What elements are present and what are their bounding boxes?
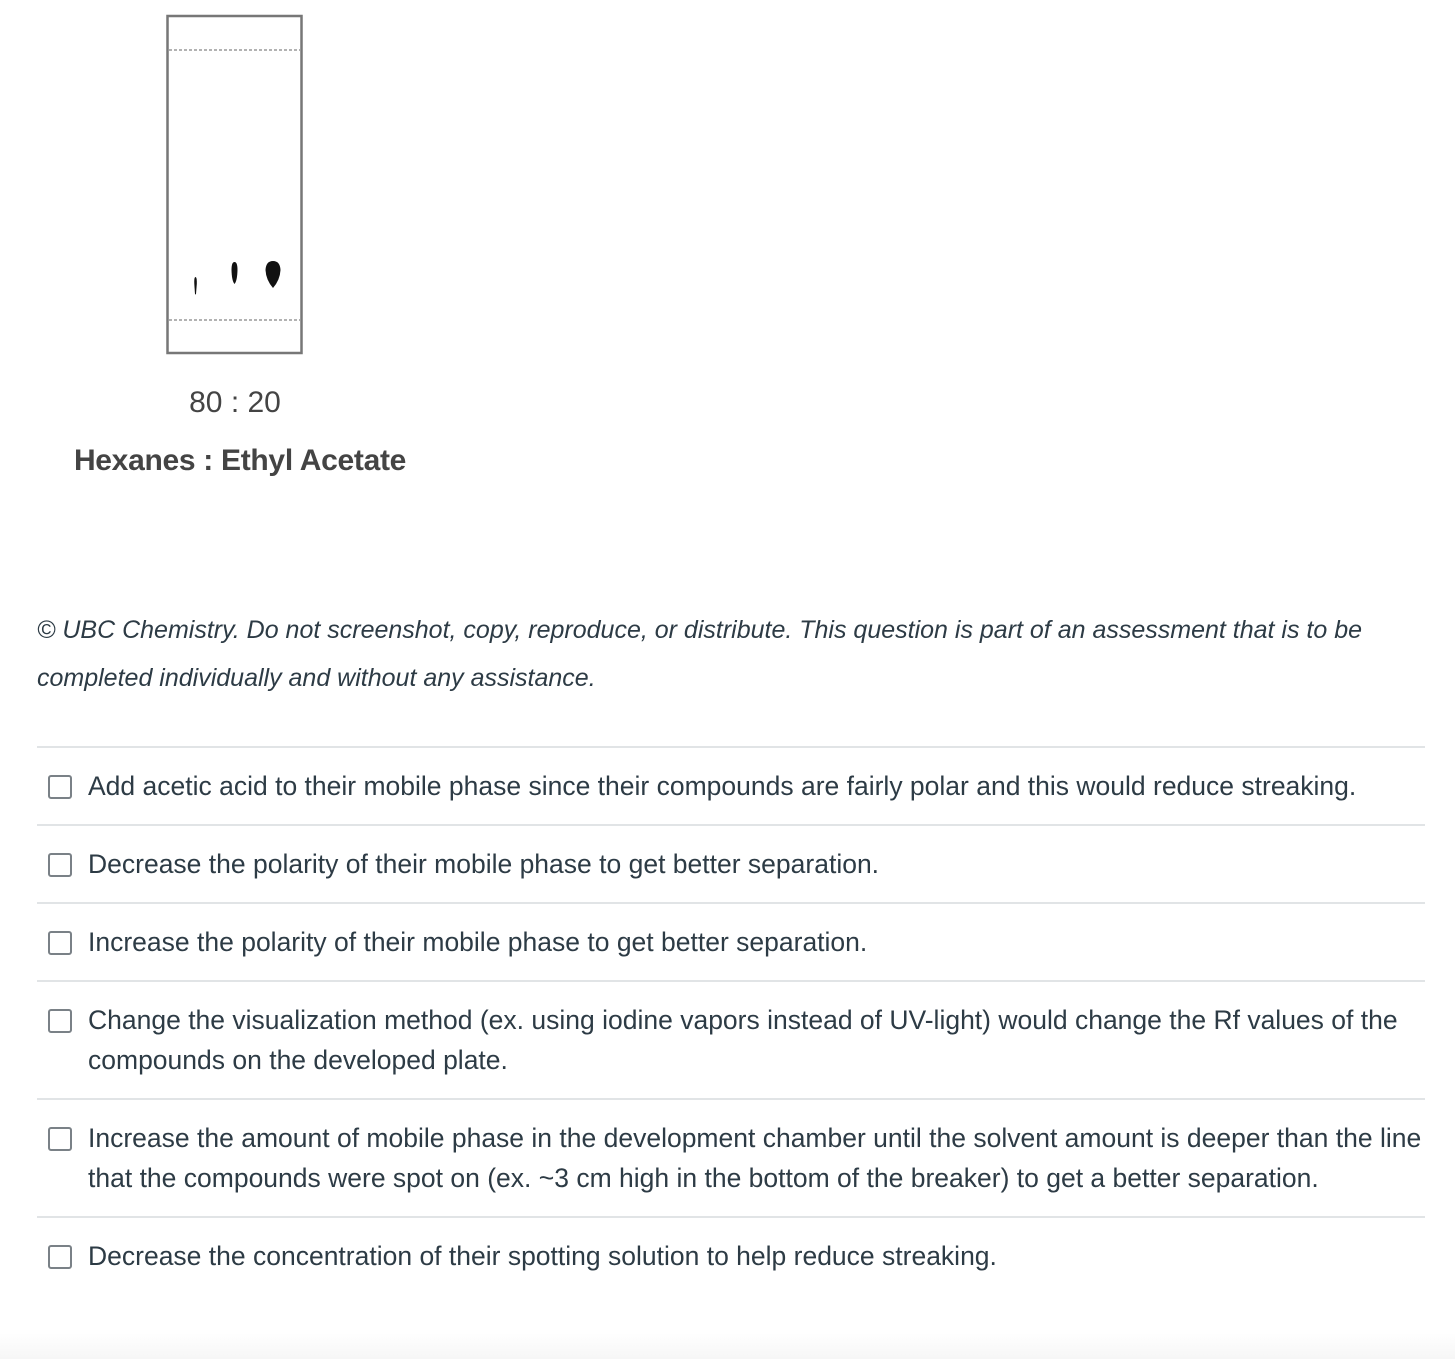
answer-checkbox[interactable] (48, 775, 72, 799)
answer-checkbox[interactable] (48, 1245, 72, 1269)
answer-checkbox[interactable] (48, 1009, 72, 1033)
tlc-plate (168, 16, 302, 353)
solvent-system-label: Hexanes : Ethyl Acetate (73, 444, 407, 477)
answer-options-list (37, 746, 1425, 1294)
answer-checkbox[interactable] (48, 853, 72, 877)
bottom-edge (0, 1333, 1455, 1359)
answer-label: Change the visualization method (ex. using iodine vapors instead of UV-light) would change the Rf values of the compounds on the developed plate. (88, 1005, 1398, 1075)
solvent-ratio: 80 : 20 (189, 386, 281, 419)
answer-option-6[interactable] (37, 1216, 1425, 1294)
answer-checkbox[interactable] (48, 1127, 72, 1151)
answer-option-3[interactable] (37, 902, 1425, 980)
answer-option-4[interactable] (37, 980, 1425, 1098)
answer-label: Increase the amount of mobile phase in the development chamber until the solvent amount is deeper than the line that the compounds were spot on (ex. ~3 cm high in the bottom of the breaker) to get a better separation. (88, 1123, 1422, 1193)
answer-label: Decrease the concentration of their spotting solution to help reduce streaking. (88, 1241, 997, 1271)
answer-option-1[interactable] (37, 746, 1425, 824)
copyright-notice: © UBC Chemistry. Do not screenshot, copy, reproduce, or distribute. This question is part of an assessment that is to be completed individually and without any assistance. (37, 616, 1363, 692)
answer-label: Increase the polarity of their mobile phase to get better separation. (88, 927, 868, 957)
answer-label: Add acetic acid to their mobile phase since their compounds are fairly polar and this would reduce streaking. (88, 771, 1357, 801)
tlc-plate-diagram (0, 0, 470, 390)
tlc-plate-figure (0, 0, 470, 500)
answer-checkbox[interactable] (48, 931, 72, 955)
answer-option-5[interactable] (37, 1098, 1425, 1216)
answer-label: Decrease the polarity of their mobile phase to get better separation. (88, 849, 880, 879)
answer-option-2[interactable] (37, 824, 1425, 902)
